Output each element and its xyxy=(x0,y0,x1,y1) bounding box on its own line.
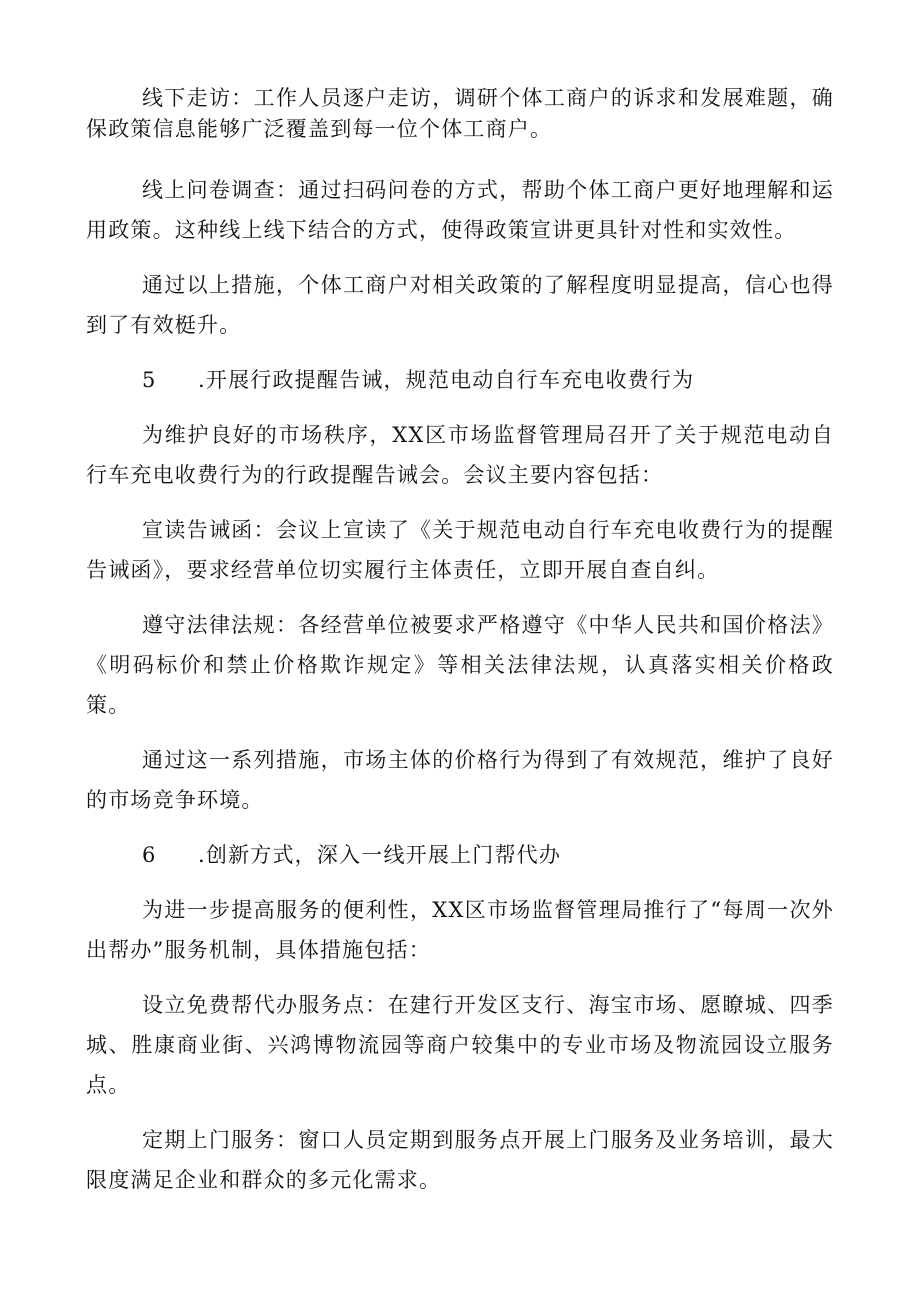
section-title: .创新方式，深入一线开展上门帮代办 xyxy=(198,843,562,867)
paragraph-market-order: 为维护良好的市场秩序，XX区市场监督管理局召开了关于规范电动自行车充电收费行为的行政提醒告诫会。会议主要内容包括： xyxy=(86,423,834,487)
section-number: 6 xyxy=(142,843,157,867)
paragraph-service-convenience: 为进一步提高服务的便利性，XX区市场监督管理局推行了“每周一次外出帮办”服务机制，具体措施包括： xyxy=(86,898,834,962)
section-number: 5 xyxy=(142,368,157,392)
paragraph-results-2: 通过这一系列措施，市场主体的价格行为得到了有效规范，维护了良好的市场竞争环境。 xyxy=(86,748,834,812)
paragraph-results-1: 通过以上措施，个体工商户对相关政策的了解程度明显提高，信心也得到了有效梃升。 xyxy=(86,273,834,337)
paragraph-warning-letter: 宣读告诫函：会议上宣读了《关于规范电动自行车充电收费行为的提醒告诫函》，要求经营单位切实履行主体责任，立即开展自查自纠。 xyxy=(86,518,834,582)
paragraph-online-survey: 线上问卷调查：通过扫码问卷的方式，帮助个体工商户更好地理解和运用政策。这种线上线下结合的方式，使得政策宣讲更具针对性和实效性。 xyxy=(86,178,834,242)
section-heading-5 xyxy=(86,360,834,400)
paragraph-regular-service: 定期上门服务：窗口人员定期到服务点开展上门服务及业务培训，最大限度满足企业和群众的多元化需求。 xyxy=(86,1128,834,1192)
section-heading-6 xyxy=(86,835,834,875)
paragraph-service-points: 设立免费帮代办服务点：在建行开发区支行、海宝市场、愿瞭城、四季城、胜康商业街、兴鸿博物流园等商户较集中的专业市场及物流园设立服务点。 xyxy=(86,993,834,1097)
paragraph-offline-visit: 线下走访：工作人员逐户走访，调研个体工商户的诉求和发展难题，确保政策信息能够广泛覆盖到每一位个体工商户。 xyxy=(86,86,834,141)
paragraph-laws: 遵守法律法规：各经营单位被要求严格遵守《中华人民共和国价格法》《明码标价和禁止价格欺诈规定》等相关法律法规，认真落实相关价格政策。 xyxy=(86,613,834,717)
document-body xyxy=(86,83,834,1200)
section-title: .开展行政提醒告诫，规范电动自行车充电收费行为 xyxy=(198,368,695,392)
